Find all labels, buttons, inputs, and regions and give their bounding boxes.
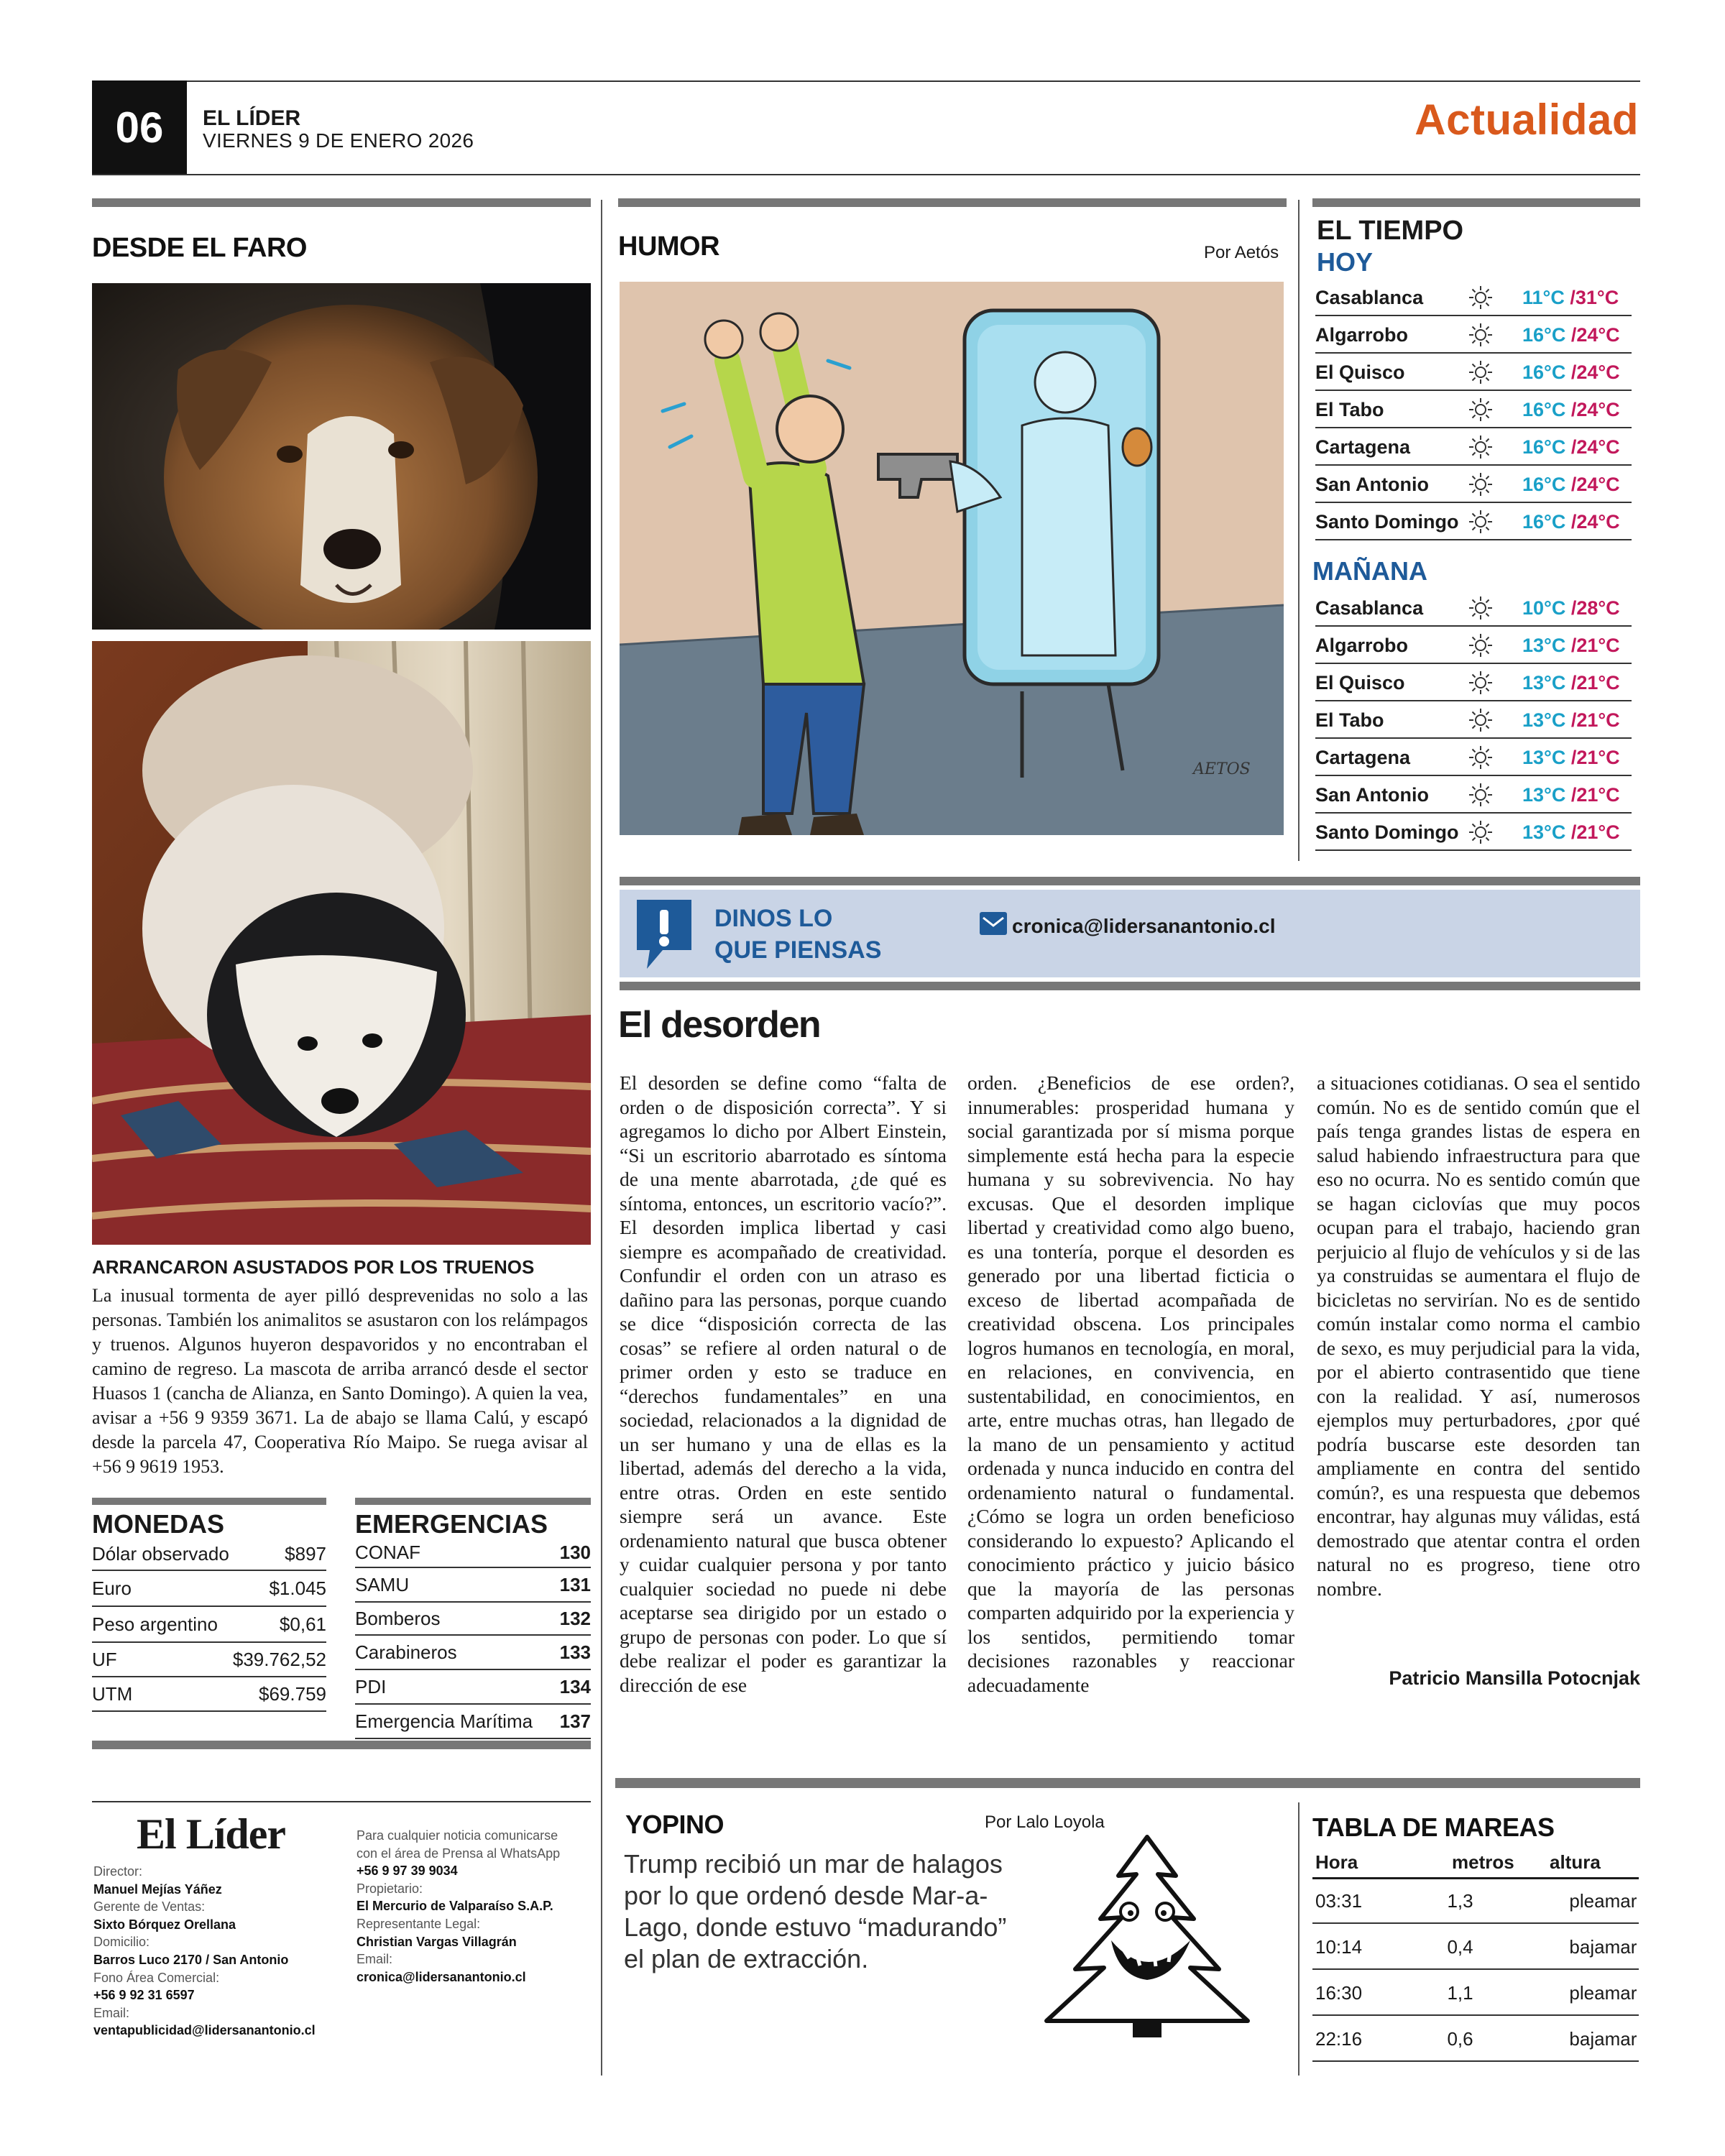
sun-cloud-icon [1459, 780, 1502, 809]
weather-city: El Tabo [1315, 709, 1384, 731]
mail-icon [979, 911, 1008, 941]
monedas-name: UTM [92, 1682, 133, 1705]
column-divider-weather [1298, 200, 1300, 861]
emergencias-name: Carabineros [355, 1641, 457, 1663]
section-title: Actualidad [1414, 96, 1639, 144]
emergencias-row [355, 1705, 591, 1739]
sales-label: Gerente de Ventas: [93, 1899, 206, 1915]
monedas-name: UF [92, 1648, 117, 1670]
sales-name: Sixto Bórquez Orellana [93, 1917, 236, 1932]
weather-row [1315, 740, 1632, 776]
weather-row [1315, 430, 1632, 466]
dinos-top-bar [620, 877, 1640, 885]
weather-city: Santo Domingo [1315, 821, 1459, 843]
weather-min: 10°C [1522, 596, 1566, 619]
weather-city: Santo Domingo [1315, 510, 1459, 533]
humor-top-bar [618, 198, 1287, 207]
weather-title: EL TIEMPO [1317, 216, 1464, 246]
monedas-value: $39.762,52 [232, 1648, 326, 1670]
sun-cloud-icon [1459, 668, 1502, 697]
emergencias-name: PDI [355, 1675, 387, 1697]
dog-photo-top [92, 283, 591, 630]
weather-max: 21°C [1576, 821, 1620, 843]
emergencias-row [355, 1568, 591, 1603]
weather-separator: / [1565, 783, 1577, 806]
monedas-value: $897 [285, 1542, 326, 1565]
weather-separator: / [1565, 671, 1577, 694]
weather-row [1315, 778, 1632, 814]
weather-max: 21°C [1576, 746, 1620, 768]
weather-city: San Antonio [1315, 783, 1429, 806]
weather-separator: / [1565, 634, 1577, 656]
sun-cloud-icon [1459, 631, 1502, 660]
emergencias-title: EMERGENCIAS [355, 1509, 548, 1539]
weather-min: 16°C [1522, 323, 1566, 346]
emergencias-name: CONAF [355, 1541, 420, 1563]
email2-value[interactable]: cronica@lidersanantonio.cl [356, 1969, 526, 1984]
weather-tomorrow-label: MAÑANA [1312, 556, 1427, 586]
monedas-row [92, 1643, 326, 1677]
emergencias-name: Emergencia Marítima [355, 1710, 533, 1732]
weather-max: 21°C [1576, 671, 1620, 694]
sun-cloud-icon [1459, 321, 1502, 349]
faro-caption-body: La inusual tormenta de ayer pilló desprevenidas no solo a las personas. También los animalitos se asustaron con los relámpagos y truenos. Algunos huyeron despavoridos y no encontraban el camino de regreso. La mascota de arriba arrancó desde el sector Huasos 1 (cancha de Alianza, en Santo Domingo). A quien la vea, avisar a +56 9 9359 3671. La de abajo se llama Calú, y escapó desde la parcela 47, Cooperativa Río Maipo. Se ruega avisar al +56 9 9619 1953. [92, 1285, 588, 1477]
address-label: Domicilio: [93, 1935, 150, 1950]
staff-box-right [356, 1827, 594, 1986]
bottom-strip-bar [615, 1778, 1640, 1788]
article-author: Patricio Mansilla Potocnjak [1389, 1667, 1640, 1689]
weather-city: El Quisco [1315, 361, 1405, 383]
el-lider-logo: El Líder [137, 1810, 286, 1858]
weather-row [1315, 591, 1632, 627]
email-label: Email: [93, 2005, 130, 2020]
weather-min: 16°C [1522, 473, 1566, 495]
humor-cartoon [620, 282, 1284, 835]
weather-row [1315, 665, 1632, 701]
mareas-row [1312, 1925, 1639, 1970]
emergencias-number: 130 [559, 1541, 591, 1563]
mareas-header-metros: metros [1452, 1851, 1514, 1873]
cartoon-signature: AETOS [1193, 760, 1251, 778]
emergencias-number: 137 [559, 1710, 591, 1732]
weather-min: 16°C [1522, 398, 1566, 420]
mareas-metros: 0,4 [1447, 1935, 1473, 1958]
dinos-email[interactable] [979, 911, 1276, 941]
header-bottom-rule [92, 174, 1640, 175]
sun-cloud-icon [1459, 594, 1502, 622]
weather-row [1315, 703, 1632, 739]
dinos-bottom-bar [620, 982, 1640, 990]
weather-min: 13°C [1522, 821, 1566, 843]
director-label: Director: [93, 1864, 143, 1879]
weather-city: El Tabo [1315, 398, 1384, 420]
yopino-title: YOPINO [625, 1810, 724, 1839]
sun-cloud-icon [1459, 433, 1502, 461]
article-column-3: a situaciones cotidianas. O sea el sentido común. No es de sentido común que el país tenga grandes listas de espera en salud habiendo infraestructura para que eso no ocurra. No es sentido común que se hagan ciclovías que muy pocos ocupan para el trabajo, haciendo gran perjuicio al flujo de vehículos y si de las ya construidas se aumentara el flujo de bicicletas no servirían. No es de sentido común instalar como norma el cambio de sexo, es muy perjudicial para la vida, por el abierto contrasentido que tiene con la realidad. Y así, numerosos ejemplos muy perturbadores, ¿por qué podría buscarse este desorden tan ampliamente en contra del sentido común?, es una respuesta que debemos encontrar, hay algunas muy válidas, está demostrado que atentar contra el orden natural no es progreso, tiene otro nombre. [1317, 1072, 1640, 1600]
mareas-metros: 1,1 [1447, 1981, 1473, 2004]
dog-photo-bottom [92, 641, 591, 1245]
sun-cloud-icon [1459, 283, 1502, 312]
weather-max: 24°C [1576, 323, 1620, 346]
dinos-email-address[interactable]: cronica@lidersanantonio.cl [1012, 914, 1276, 937]
dinos-line-1: DINOS LO [714, 905, 833, 932]
yopino-author: Por Lalo Loyola [985, 1812, 1105, 1832]
mareas-row [1312, 1879, 1639, 1924]
sun-cloud-icon [1459, 470, 1502, 499]
weather-top-bar [1312, 198, 1640, 207]
emergencias-row [355, 1636, 591, 1670]
publication-date: VIERNES 9 DE ENERO 2026 [203, 129, 474, 152]
weather-row [1315, 280, 1632, 316]
weather-city: Casablanca [1315, 596, 1424, 619]
weather-separator: / [1565, 398, 1577, 420]
weather-separator: / [1565, 746, 1577, 768]
address-value: Barros Luco 2170 / San Antonio [93, 1952, 289, 1967]
exclamation-icon [631, 894, 697, 975]
emergencias-number: 134 [559, 1675, 591, 1697]
owner-label: Propietario: [356, 1881, 423, 1896]
weather-separator: / [1565, 821, 1577, 843]
mareas-altura: pleamar [1569, 1889, 1637, 1912]
emergencias-number: 132 [559, 1607, 591, 1629]
legal-label: Representante Legal: [356, 1916, 481, 1931]
weather-row [1315, 505, 1632, 540]
dinos-heading [714, 903, 881, 966]
mareas-altura: pleamar [1569, 1981, 1637, 2004]
news-label-1: Para cualquier noticia comunicarse [356, 1828, 558, 1843]
emergencias-name: SAMU [355, 1573, 410, 1595]
emergencias-number: 131 [559, 1573, 591, 1595]
mareas-hora: 10:14 [1315, 1935, 1363, 1958]
header-top-rule [92, 80, 1640, 82]
page-number: 06 [92, 80, 187, 174]
yopino-cartoon [1032, 1833, 1262, 2041]
weather-min: 16°C [1522, 510, 1566, 533]
mareas-row [1312, 2017, 1639, 2062]
weather-separator: / [1564, 286, 1576, 308]
sun-cloud-icon [1459, 507, 1502, 536]
sun-cloud-icon [1459, 706, 1502, 734]
weather-min: 13°C [1522, 671, 1566, 694]
mareas-altura: bajamar [1569, 1935, 1637, 1958]
weather-separator: / [1565, 709, 1577, 731]
weather-city: Casablanca [1315, 286, 1424, 308]
weather-min: 13°C [1522, 746, 1566, 768]
email-value[interactable]: ventapublicidad@lidersanantonio.cl [93, 2023, 316, 2038]
weather-row [1315, 467, 1632, 503]
emergencias-number: 133 [559, 1641, 591, 1663]
monedas-row [92, 1571, 326, 1607]
monedas-row [92, 1607, 326, 1643]
faro-top-bar [92, 198, 591, 207]
weather-row [1315, 628, 1632, 664]
monedas-name: Euro [92, 1577, 132, 1599]
weather-city: El Quisco [1315, 671, 1405, 694]
monedas-value: $0,61 [279, 1613, 326, 1635]
weather-separator: / [1565, 361, 1577, 383]
emergencias-name: Bomberos [355, 1607, 441, 1629]
weather-separator: / [1565, 473, 1577, 495]
emergencias-top-bar [355, 1498, 591, 1505]
mareas-header-altura: altura [1550, 1851, 1601, 1873]
sun-cloud-icon [1459, 818, 1502, 847]
weather-max: 21°C [1576, 634, 1620, 656]
monedas-top-bar [92, 1498, 326, 1505]
phone-label: Fono Área Comercial: [93, 1970, 220, 1985]
weather-min: 16°C [1522, 361, 1566, 383]
monedas-title: MONEDAS [92, 1509, 225, 1539]
monedas-row [92, 1538, 326, 1571]
weather-separator: / [1565, 596, 1577, 619]
weather-max: 21°C [1576, 783, 1620, 806]
left-column-bottom-bar [92, 1741, 591, 1749]
monedas-value: $1.045 [269, 1577, 326, 1599]
weather-city: Algarrobo [1315, 323, 1409, 346]
sun-cloud-icon [1459, 358, 1502, 387]
weather-row [1315, 318, 1632, 354]
humor-title: HUMOR [618, 231, 720, 262]
monedas-name: Dólar observado [92, 1542, 229, 1565]
mareas-row [1312, 1971, 1639, 2016]
emergencias-row [355, 1670, 591, 1705]
mareas-header-hora: Hora [1315, 1851, 1358, 1873]
weather-city: Algarrobo [1315, 634, 1409, 656]
weather-row [1315, 392, 1632, 428]
monedas-row [92, 1677, 326, 1712]
weather-row [1315, 355, 1632, 391]
mareas-hora: 22:16 [1315, 2027, 1363, 2050]
weather-row [1315, 815, 1632, 851]
weather-separator: / [1565, 510, 1577, 533]
weather-min: 13°C [1522, 634, 1566, 656]
mareas-altura: bajamar [1569, 2027, 1637, 2050]
yopino-text: Trump recibió un mar de halagos por lo que ordenó desde Mar-a-Lago, donde estuvo “madurando” el plan de extracción. [624, 1849, 1007, 1973]
weather-max: 28°C [1576, 596, 1620, 619]
weather-city: Cartagena [1315, 746, 1411, 768]
weather-max: 24°C [1576, 361, 1620, 383]
emergencias-row [355, 1603, 591, 1636]
news-whatsapp: +56 9 97 39 9034 [356, 1864, 458, 1879]
mareas-hora: 16:30 [1315, 1981, 1363, 2004]
weather-city: Cartagena [1315, 436, 1411, 458]
legal-name: Christian Vargas Villagrán [356, 1934, 517, 1949]
news-label-2: con el área de Prensa al WhatsApp [356, 1846, 561, 1861]
weather-min: 16°C [1522, 436, 1566, 458]
weather-max: 31°C [1575, 286, 1619, 308]
weather-max: 24°C [1576, 436, 1620, 458]
weather-separator: / [1565, 323, 1577, 346]
weather-min: 13°C [1522, 783, 1566, 806]
monedas-value: $69.759 [259, 1682, 326, 1705]
column-divider-left [601, 200, 602, 2076]
faro-title: DESDE EL FARO [92, 233, 307, 263]
director-name: Manuel Mejías Yáñez [93, 1881, 222, 1897]
staff-box-left [93, 1863, 338, 2040]
owner-name: El Mercurio de Valparaíso S.A.P. [356, 1899, 553, 1914]
humor-author: Por Aetós [1204, 243, 1279, 262]
sun-cloud-icon [1459, 395, 1502, 424]
mareas-hora: 03:31 [1315, 1889, 1363, 1912]
mareas-metros: 1,3 [1447, 1889, 1473, 1912]
weather-min: 13°C [1522, 709, 1566, 731]
sun-cloud-icon [1459, 743, 1502, 772]
emergencias-row [355, 1538, 591, 1568]
phone-value: +56 9 92 31 6597 [93, 1988, 195, 2003]
article-title: El desorden [618, 1004, 821, 1046]
publication-name: EL LÍDER [203, 106, 301, 130]
mareas-metros: 0,6 [1447, 2027, 1473, 2050]
monedas-name: Peso argentino [92, 1613, 218, 1635]
column-divider-mareas [1298, 1802, 1300, 2076]
article-column-2: orden. ¿Beneficios de ese orden?, innumerables: prosperidad humana y social garantizada por sí misma porque simplemente está hecha para la especie humana y su sobrevivencia. No hay excusas. Que el desorden implique libertad y creatividad como algo bueno, es una tontería, porque el desorden es generado por una libertad ficticia o exceso de libertad acompañada de creatividad obscena. Los principales logros humanos en tecnología, en moral, en relaciones, en convivencia, en sustentabilidad, en conocimientos, en arte, entre muchas otras, han llegado de la mano de un pensamiento y actitud ordenada y nunca inducido en contra del ordenamiento natural o fundamental. ¿Cómo se logra un orden beneficioso considerando lo expuesto? Aplicando el conocimiento práctico y juicio básico que la mayoría de las personas comparten adquirido por la experiencia y los sentidos, permitiendo tomar decisiones razonables y reaccionar adecuadamente [967, 1072, 1294, 1696]
weather-city: San Antonio [1315, 473, 1429, 495]
mareas-title: TABLA DE MAREAS [1312, 1812, 1555, 1842]
weather-max: 21°C [1576, 709, 1620, 731]
dinos-line-2: QUE PIENSAS [714, 936, 882, 964]
footer-top-rule [92, 1801, 591, 1802]
weather-min: 11°C [1522, 286, 1565, 308]
faro-caption-heading: ARRANCARON ASUSTADOS POR LOS TRUENOS [92, 1256, 535, 1278]
weather-max: 24°C [1576, 473, 1620, 495]
email2-label: Email: [356, 1952, 393, 1967]
weather-today-label: HOY [1317, 247, 1374, 277]
weather-max: 24°C [1576, 398, 1620, 420]
weather-separator: / [1565, 436, 1577, 458]
weather-max: 24°C [1576, 510, 1620, 533]
article-column-1: El desorden se define como “falta de orden o de disposición correcta”. Y si agregamos lo dicho por Albert Einstein, “Si un escritorio abarrotado es síntoma de una mente abarrotada, ¿de qué es síntoma, entonces, un escritorio vacío?”. El desorden implica libertad y casi siempre es acompañado de creatividad. Confundir el orden con un atraso es dañino para las personas, porque cuando se dice “disposición correcta de las cosas” se refiere al orden natural o de primer orden y esto se traduce en “derechos fundamentales” en una sociedad, relacionados a la dignidad de un ser humano y una de ellas es la libertad, además del derecho a la vida, entre otras. Orden en este sentido siempre será un avance. Este ordenamiento natural que busca obtener y cuidar cualquier persona y por tanto cualquier sociedad no puede ni debe aceptarse sea dirigido por un estado o grupo de personas con poder. Lo que sí debe realizar el poder es garantizar la dirección de ese [620, 1072, 947, 1696]
